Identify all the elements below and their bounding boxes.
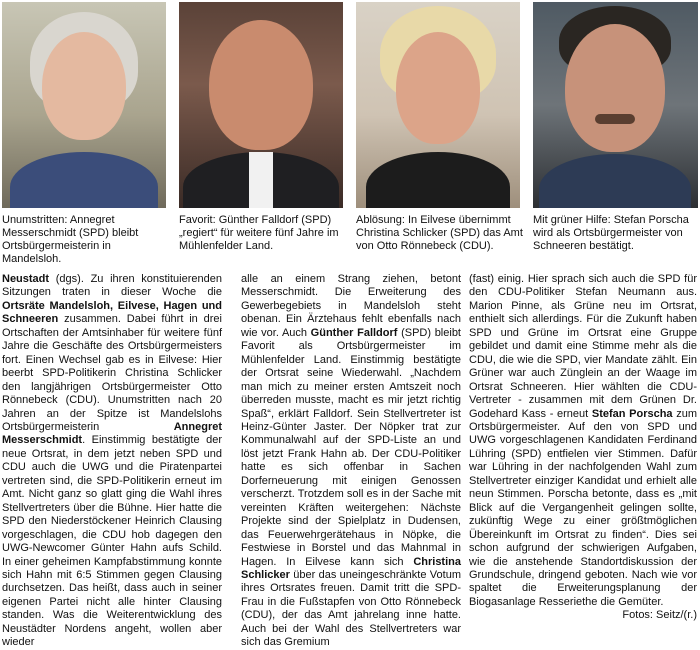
article-column-3 [469, 273, 697, 623]
caption-falldorf: Favorit: Günther Falldorf (SPD) „regiert“ für weitere fünf Jahre im Mühlenfelder Land. [179, 214, 339, 252]
portrait-photo-falldorf [179, 2, 343, 208]
caption-row [0, 214, 700, 266]
highlight-falldorf: Günther Falldorf [310, 326, 398, 339]
text-run: (dgs). Zu ihren konstituierenden Sitzungen traten in dieser Woche die [2, 273, 222, 299]
highlight-porscha: Stefan Porscha [591, 407, 673, 420]
photo-credit: Fotos: Seitz/(r.) [622, 609, 697, 622]
highlight-schlicker: Christina Schlicker [241, 555, 461, 581]
caption-messerschmidt: Unumstritten: Annegret Messerschmidt (SPD) bleibt Ortsbürgermeisterin in Mandelsloh. [2, 214, 139, 265]
text-run: zusammen. Dabei führt in drei Ortschaften der Amtsinhaber für weitere fünf Jahre die Geschäfte des Ortsbürgermeisters fort. Einen Wechsel gab es in Eilvese: Hier beerbt SPD-Politikerin Christina Schlicker den langjährigen Ortsbürgermeister Otto Rönnebeck (CDU). Unumstritten nach 20 Jahren an der Spitze ist Mandelslohs Ortsbürgermeisterin [2, 313, 222, 433]
text-run: über das uneingeschränkte Votum ihres Ortsrates freuen. Damit tritt die SPD-Frau in die Fußstapfen von Otto Rönnebeck (CDU), der das Amt jahrelang inne hatte. Auch bei der Wahl des Stellvertreters war sich das Gremium [241, 568, 461, 649]
text-run: zum Ortsbürgermeister. Auf den von SPD und UWG vorgeschlagenen Kandidaten Ferdinand Lühring (SPD) entfielen vier Stimmen. Dafür war Lühring in der nachfolgenden Wahl zum Stellvertreter einziger Kandidat und erhielt alle neun Stimmen. Porscha betonte, dass es „mit Blick auf die Vergangenheit gelingen sollte, zukünftig Wege zu einer größtmöglichen Übereinkunft im Ortsrat zu finden“. Dies sei schon aufgrund der schwierigen Aufgaben, wie die anstehende Standortdiskussion der Grundschule, dringend geboten. Nach wie vor spaltet die Erweiterungsplanung der Biogasanlage Resseriethe die Gemüter. [469, 407, 697, 608]
portrait-photo-porscha [533, 2, 698, 208]
highlight-ortsraete: Ortsräte Mandelsloh, Eilvese, Hagen und Schneeren [2, 299, 222, 326]
caption-schlicker: Ablösung: In Eilvese übernimmt Christina Schlicker (SPD) das Amt von Otto Rönnebeck (CDU). [356, 214, 523, 252]
text-run: . Einstimmig bestätigte der neue Ortsrat, in dem jetzt neben SPD und CDU auch die UWG und die Piratenpartei vertreten sind, die SPD-Politikerin erneut im Amt. Nicht ganz so glatt ging die Wahl ihres Stellvertreters über die Bühne. Hier hatte die SPD den Niederstöckener Heinrich Clausing vorgeschlagen, die CDU hob dagegen den UWG-Newcomer Günter Hahn aufs Schild. In einer geheimen Kampfabstimmung konnte sich Hahn mit 6:5 Stimmen gegen Clausing durchsetzen. Das heißt, dass auch in seiner eigenen Partei nicht alle hinter Clausing standen. Was die Weiterentwicklung des Neustädter Nordens angeht, wollen aber wieder [2, 434, 222, 649]
text-run: (SPD) bleibt Favorit als Ortsbürgermeister im Mühlenfelder Land. Einstimmig bestätigte der Ortsrat seine Wiederwahl. „Nachdem man mich zu meiner ersten Amtszeit noch überreden musste, macht es mir jetzt richtig Spaß“, erklärt Falldorf. Sein Stellvertreter ist Heinz-Günter Jaster. Der Nöpker trat zur Kommunalwahl auf der SPD-Liste an und löst jetzt Frank Hahn ab. Der CDU-Politiker hatte es sich offenbar in Sachen Dorferneuerung mit einigen Genossen verscherzt. Trotzdem soll es in der Sache mit vereinten Kräften weitergehen: Nächste Projekte sind der Spielplatz in Dudensen, das Feuerwehrgerätehaus in Nöpke, die Festwiese in Borstel und das Mahnmal in Hagen. In Eilvese kann sich [241, 326, 461, 568]
dateline: Neustadt [2, 273, 50, 285]
text-run: (fast) einig. Hier sprach sich auch die SPD für den CDU-Politiker Stefan Neumann aus. Marion Pinne, als Grüne neu im Ortsrat, enthielt sich allerdings. Für die Zukunft haben SPD und Grüne im Ortsrat eine Gruppe gebildet und damit eine Stimme mehr als die CDU, die wie die SPD, vier Mandate zählt. Ein Grüner war auch Zünglein an der Waage im Ortsrat Schneeren. Hier wählten die CDU-Vertreter - zusammen mit dem Grünen Dr. Godehard Kass - erneut [469, 273, 697, 420]
article-column-2 [241, 273, 461, 650]
caption-porscha: Mit grüner Hilfe: Stefan Porscha wird als Ortsbürgermeister von Schneeren bestätigt. [533, 214, 689, 252]
portrait-photo-schlicker [356, 2, 520, 208]
article-column-1 [2, 273, 222, 650]
photo-row [0, 0, 700, 210]
portrait-photo-messerschmidt [2, 2, 166, 208]
article-body [2, 273, 698, 649]
highlight-messerschmidt: Annegret Messerschmidt [2, 420, 222, 447]
text-run: alle an einem Strang ziehen, betont Messerschmidt. Die Erweiterung des Gewerbegebiets in Mandelsloh steht obenan. Ein Ärztehaus fehlt ebenfalls nach wie vor. Auch [241, 273, 461, 339]
